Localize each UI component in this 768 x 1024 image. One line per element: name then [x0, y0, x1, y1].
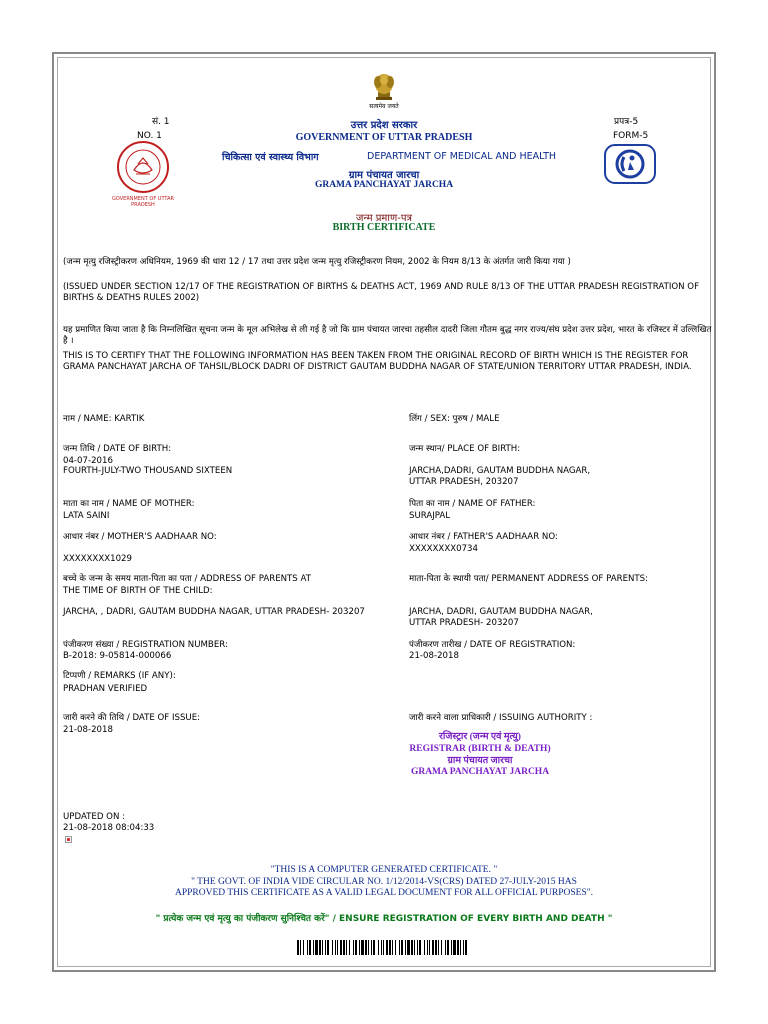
- father-aadhaar-label: आधार नंबर / FATHER'S AADHAAR NO:: [409, 532, 558, 542]
- father-label: पिता का नाम / NAME OF FATHER:: [409, 499, 536, 509]
- dept-hindi: चिकित्सा एवं स्वास्थ्य विभाग: [222, 152, 319, 163]
- remarks-value: PRADHAN VERIFIED: [63, 684, 148, 694]
- state-english: GOVERNMENT OF UTTAR PRADESH: [295, 132, 473, 143]
- office-hindi: ग्राम पंचायत जारचा: [348, 170, 420, 181]
- issue-date-label: जारी करने की तिथि / DATE OF ISSUE:: [63, 713, 201, 723]
- barcode-icon: [297, 940, 472, 955]
- issuer-line-2: REGISTRAR (BIRTH & DEATH): [409, 744, 551, 754]
- broken-image-icon: [65, 836, 72, 843]
- dob-value: 04-07-2016: [63, 456, 113, 466]
- state-hindi: उत्तर प्रदेश सरकार: [350, 120, 418, 131]
- pob-label: जन्म स्थान/ PLACE OF BIRTH:: [409, 444, 521, 454]
- issued-under-english: (ISSUED UNDER SECTION 12/17 OF THE REGISTRATION OF BIRTHS & DEATHS ACT, 1969 AND RULE 8/13 OF THE UTTAR PRADESH REGISTRATION OF BIRTHS & DEATHS RULES 2002): [63, 282, 700, 303]
- issuer-line-1: रजिस्ट्रार (जन्म एवं मृत्यु): [439, 732, 521, 742]
- emblem-icon: [364, 70, 404, 104]
- pob-value-1: JARCHA,DADRI, GAUTAM BUDDHA NAGAR,: [409, 466, 591, 476]
- remarks-label: टिप्पणी / REMARKS (IF ANY):: [63, 671, 176, 681]
- no-english: NO. 1: [137, 131, 162, 141]
- emblem-motto: सत्यमेव जयते: [369, 103, 399, 110]
- reg-no-label: पंजीकरण संख्या / REGISTRATION NUMBER:: [63, 640, 228, 650]
- mother-aadhaar-label: आधार नंबर / MOTHER'S AADHAAR NO:: [63, 532, 217, 542]
- dept-english: DEPARTMENT OF MEDICAL AND HEALTH: [367, 151, 557, 162]
- perm-addr-value-2: UTTAR PRADESH- 203207: [409, 618, 519, 628]
- perm-addr-label: माता-पिता के स्थायी पता/ PERMANENT ADDRESS OF PARENTS:: [409, 574, 649, 584]
- addr-birth-label-1: बच्चे के जन्म के समय माता-पिता का पता / ADDRESS OF PARENTS AT: [63, 574, 311, 584]
- form-english: FORM-5: [613, 131, 649, 141]
- reg-date-value: 21-08-2018: [409, 651, 459, 661]
- issued-under-hindi: (जन्म मृत्यु रजिस्ट्रीकरण अधिनियम, 1969 की धारा 12 / 17 तथा उत्तर प्रदेश जन्म मृत्यु रजिस्ट्रीकरण नियम, 2002 के नियम 8/13 के अंतर्गत जारी किया गया ): [63, 257, 571, 267]
- updated-label: UPDATED ON :: [63, 812, 125, 822]
- mother-aadhaar-value: XXXXXXXX1029: [63, 554, 132, 564]
- barcode: [297, 940, 472, 959]
- footer-line-3: APPROVED THIS CERTIFICATE AS A VALID LEGAL DOCUMENT FOR ALL OFFICIAL PURPOSES".: [174, 888, 594, 898]
- national-emblem: [364, 70, 404, 108]
- name-field: नाम / NAME: KARTIK: [63, 414, 145, 424]
- pob-value-2: UTTAR PRADESH, 203207: [409, 477, 519, 487]
- issuer-line-4: GRAMA PANCHAYAT JARCHA: [410, 767, 550, 777]
- updated-value: 21-08-2018 08:04:33: [63, 823, 155, 833]
- father-aadhaar-value: XXXXXXXX0734: [409, 544, 478, 554]
- no-hindi: सं. 1: [152, 117, 170, 127]
- addr-birth-value: JARCHA, , DADRI, GAUTAM BUDDHA NAGAR, UTTAR PRADESH- 203207: [63, 607, 365, 617]
- perm-addr-value-1: JARCHA, DADRI, GAUTAM BUDDHA NAGAR,: [409, 607, 593, 617]
- footer-line-2: " THE GOVT. OF INDIA VIDE CIRCULAR NO. 1/12/2014-VS(CRS) DATED 27-JULY-2015 HAS: [191, 877, 577, 887]
- form-hindi: प्रपत्र-5: [614, 117, 639, 127]
- title-english: BIRTH CERTIFICATE: [332, 222, 436, 233]
- father-value: SURAJPAL: [409, 511, 451, 521]
- mother-label: माता का नाम / NAME OF MOTHER:: [63, 499, 195, 509]
- authority-label: जारी करने वाला प्राधिकारी / ISSUING AUTHORITY :: [409, 713, 593, 723]
- sex-field: लिंग / SEX: पुरुष / MALE: [409, 414, 500, 424]
- issuer-line-3: ग्राम पंचायत जारचा: [447, 756, 513, 766]
- certify-english: THIS IS TO CERTIFY THAT THE FOLLOWING INFORMATION HAS BEEN TAKEN FROM THE ORIGINAL RECORD OF BIRTH WHICH IS THE REGISTER FOR GRAMA PANCHAYAT JARCHA OF TAHSIL/BLOCK DADRI OF DISTRICT GAUTAM BUDDHA NAGAR OF STATE/UNION TERRITORY UTTAR PRADESH, INDIA.: [63, 351, 692, 372]
- dob-label: जन्म तिथि / DATE OF BIRTH:: [63, 444, 172, 454]
- footer-tagline: " प्रत्येक जन्म एवं मृत्यु का पंजीकरण सुनिश्चित करें" / ENSURE REGISTRATION OF EVERY BIRTH AND DEATH ": [155, 914, 613, 924]
- issue-date-value: 21-08-2018: [63, 725, 113, 735]
- addr-birth-label-2: THE TIME OF BIRTH OF THE CHILD:: [63, 586, 213, 596]
- reg-no-value: B-2018: 9-05814-000066: [63, 651, 172, 661]
- certify-hindi: यह प्रमाणित किया जाता है कि निम्नलिखित सूचना जन्म के मूल अभिलेख से ली गई है जो कि ग्राम पंचायत जारचा तहसील दादरी जिला गौतम बुद्ध नगर राज्य/संघ प्रदेश उत्तर प्रदेश, भारत के रजिस्टर में उल्लिखित है ।: [63, 325, 712, 346]
- seal-text: GOVERNMENT OF UTTAR PRADESH: [112, 196, 174, 208]
- mother-value: LATA SAINI: [63, 511, 110, 521]
- dob-words: FOURTH-JULY-TWO THOUSAND SIXTEEN: [63, 466, 233, 476]
- reg-date-label: पंजीकरण तारीख / DATE OF REGISTRATION:: [409, 640, 576, 650]
- title-hindi: जन्म प्रमाण-पत्र: [355, 213, 413, 224]
- office-english: GRAMA PANCHAYAT JARCHA: [314, 180, 454, 190]
- footer-line-1: "THIS IS A COMPUTER GENERATED CERTIFICATE. ": [270, 865, 498, 875]
